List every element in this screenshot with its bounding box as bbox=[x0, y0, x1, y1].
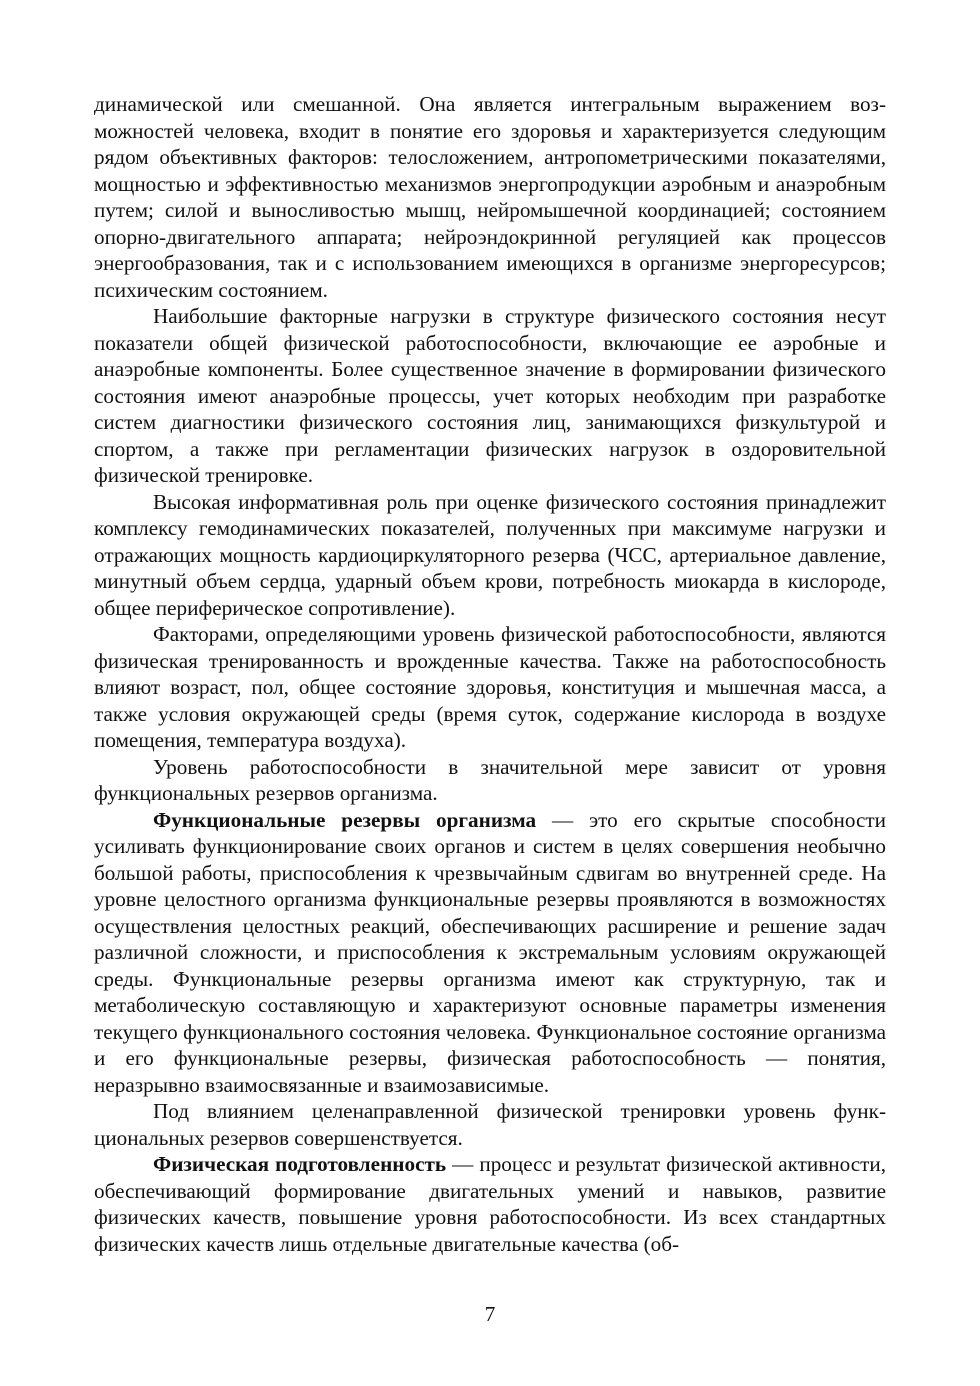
paragraph-hemodynamic-indicators bbox=[94, 489, 886, 622]
paragraph-physical-condition-continuation bbox=[94, 91, 886, 303]
page-body bbox=[94, 91, 886, 1257]
page-number: 7 bbox=[484, 1302, 496, 1326]
paragraph-text: Высокая информативная роль при оценке физического состояния принадлежит комплексу гемодинамических показателей, полученных при максимуме нагрузки и отражающих мощность кардиоциркуляторного резерва (ЧСС, артериальное давление, минутный объем сердца, ударный объем крови, потребность миокарда в кислороде, общее периферическое сопротивление). bbox=[94, 489, 886, 620]
paragraph-text: — это его скрытые способности усиливать функционирование своих органов и систем в целях совершения необычно большой работы, приспособления к чрезвычайным сдвигам во внутренней среде. На уровне целостного организма функциональные резервы проявляются в возможностях осуществления целостных реакций, обеспечивающих расширение и решение задач различной сложности, и приспособления к экстремальным условиям окружающей среды. Функциональные резервы организма имеют как структурную, так и метаболическую составляющую и характеризуют основные параметры изменения текущего функционального состояния человека. Функциональное состояние организма и его функциональные резервы, физическая работоспособность — понятия, неразрывно взаимосвязанные и взаимозависимые. bbox=[94, 807, 886, 1097]
paragraph-text: — процесс и результат физической активности, обеспечивающий формирование двигательных умений и навыков, развитие физических качеств, повышение уровня работоспособности. Из всех стандартных физических качеств лишь отдельные двигательные качества (об- bbox=[94, 1152, 887, 1256]
paragraph-text: Под влиянием целенаправленной физической тренировки уровень функциональных резервов совершенствуется. bbox=[94, 1099, 886, 1150]
term-functional-reserves: Функциональные резервы организма bbox=[153, 807, 537, 832]
paragraph-training-influence bbox=[94, 1098, 886, 1151]
term-physical-preparedness: Физическая подготовленность bbox=[153, 1152, 447, 1176]
paragraph-text: Уровень работоспособности в значительной мере зависит от уровня функциональных резервов организма. bbox=[94, 754, 886, 805]
paragraph-text: Факторами, определяющими уровень физической работоспособности, являются физическая тренированность и врожденные качества. Также на работоспособность влияют возраст, пол, общее состояние здоровья, конституция и мышечная масса, а также условия окружающей среды (время суток, содержание кислорода в воздухе помещения, температура воздуха). bbox=[94, 622, 886, 752]
paragraph-text: Наибольшие факторные нагрузки в структуре физического состояния несут показатели общей физической работоспособности, включающие ее аэробные и анаэробные компоненты. Более существенное значение в формировании физического состояния имеют анаэробные процессы, учет которых необходим при разработке систем диагностики физического состояния лиц, занимающихся физкультурой и спортом, а также при регламентации физических нагрузок в оздоровительной физической тренировке. bbox=[94, 304, 886, 487]
paragraph-functional-reserves-level bbox=[94, 754, 886, 807]
paragraph-working-capacity-factors bbox=[94, 621, 886, 754]
paragraph-factor-loads bbox=[94, 303, 886, 489]
paragraph-functional-reserves-definition bbox=[94, 807, 886, 1099]
paragraph-physical-preparedness-definition bbox=[94, 1151, 886, 1257]
paragraph-text: динамической или смешанной. Она является интегральным выражением возможностей человека, входит в понятие его здоровья и характеризуется следующим рядом объективных факторов: телосложением, антропометрическими показателями, мощностью и эффективностью механизмов энергопродукции аэробным и анаэробным путем; силой и выносливостью мышц, нейромышечной координацией; состоянием опорно-двигательного аппарата; нейроэндокринной регуляцией как процессов энергообразования, так и с использованием имеющихся в организме энергоресурсов; психическим состоянием. bbox=[94, 92, 886, 302]
